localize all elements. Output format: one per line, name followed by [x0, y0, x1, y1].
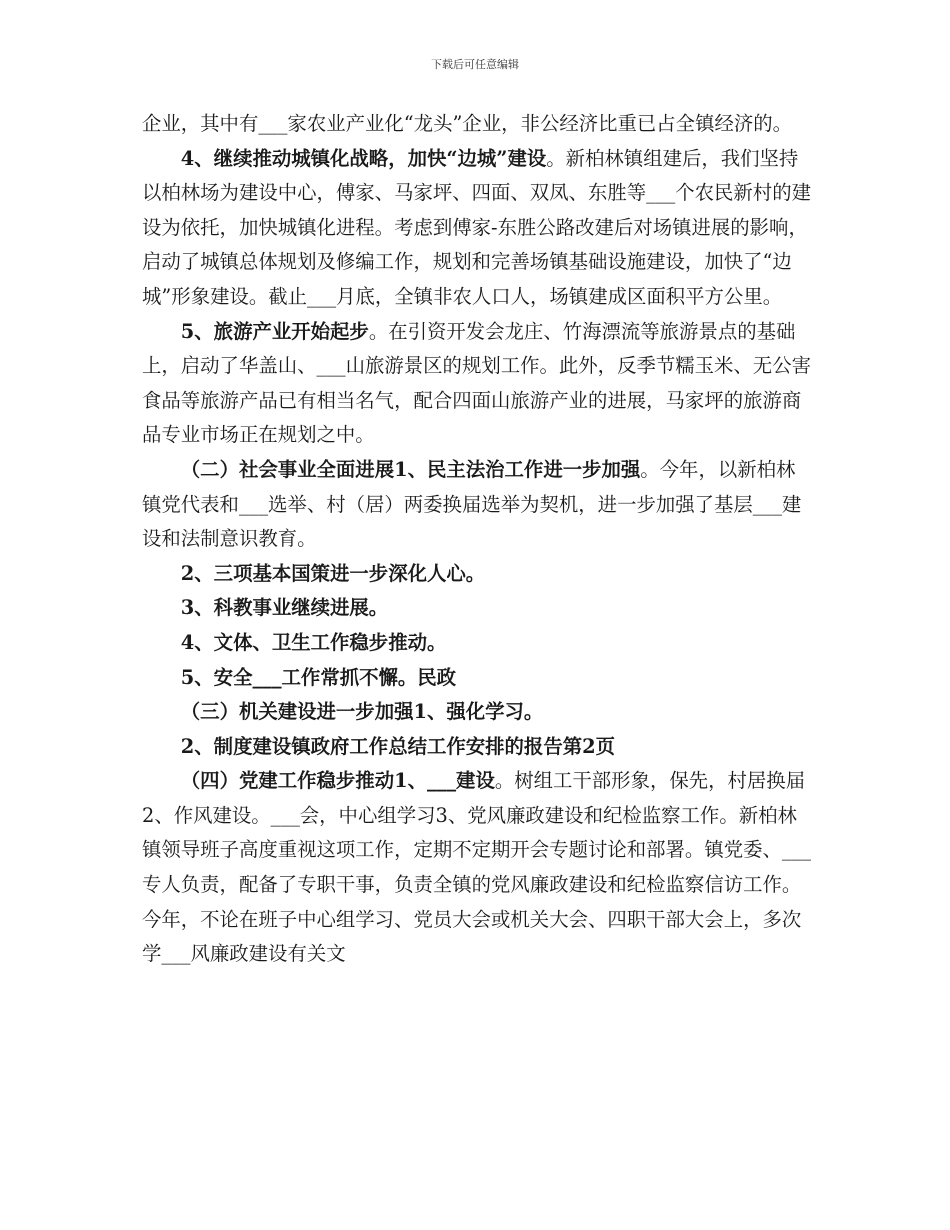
page-header: 下载后可任意编辑 — [431, 58, 519, 71]
paragraph-2 — [142, 142, 812, 315]
paragraph-9-lead: （三）机关建设进一步加强1、强化学习。 — [180, 700, 544, 724]
paragraph-3 — [142, 315, 812, 453]
paragraph-5-lead: 2、三项基本国策进一步深化人心。 — [180, 561, 486, 585]
paragraph-10-lead: 2、制度建设镇政府工作总结工作安排的报告第2页 — [180, 734, 615, 758]
paragraph-7 — [142, 626, 812, 661]
paragraph-7-lead: 4、文体、卫生工作稳步推动。 — [180, 630, 447, 654]
document-body — [142, 107, 812, 972]
paragraph-6 — [142, 591, 812, 626]
paragraph-6-lead: 3、科教事业继续进展。 — [180, 596, 389, 620]
paragraph-11-text: 。树组工干部形象，保先，村居换届2、作风建设。___会，中心组学习3、党风廉政建设和纪检监察工作。新柏林镇领导班子高度重视这项工作，定期不定期开会专题讨论和部署。镇党委、___专人负责，配备了专职干事，负责全镇的党风廉政建设和纪检监察信访工作。今年，不论在班子中心组学习、党员大会或机关大会、四职干部大会上，多次学___风廉政建设有关文 — [142, 769, 811, 966]
paragraph-8-lead: 5、安全___工作常抓不懈。民政 — [180, 665, 457, 689]
paragraph-1 — [142, 107, 812, 142]
paragraph-9 — [142, 695, 812, 730]
paragraph-5 — [142, 557, 812, 592]
paragraph-10 — [142, 730, 812, 765]
paragraph-4 — [142, 453, 812, 557]
paragraph-11 — [142, 764, 812, 972]
paragraph-3-lead: 5、旅游产业开始起步 — [180, 319, 369, 343]
paragraph-3-text: 。在引资开发会龙庄、竹海漂流等旅游景点的基础上，启动了华盖山、___山旅游景区的规划工作。此外，反季节糯玉米、无公害食品等旅游产品已有相当名气，配合四面山旅游产业的进展，马家坪的旅游商品专业市场正在规划之中。 — [142, 319, 811, 447]
paragraph-8 — [142, 661, 812, 696]
paragraph-4-text: 。今年，以新柏林镇党代表和___选举、村（居）两委换届选举为契机，进一步加强了基层___建设和法制意识教育。 — [142, 457, 802, 551]
paragraph-2-text: 。新柏林镇组建后，我们坚持以柏林场为建设中心，傅家、马家坪、四面、双凤、东胜等___个农民新村的建设为依托，加快城镇化进程。考虑到傅家-东胜公路改建后对场镇进展的影响，启动了城镇总体规划及修编工作，规划和完善场镇基础设施建设，加快了“边城”形象建设。截止___月底，全镇非农人口人，场镇建成区面积平方公里。 — [142, 146, 811, 308]
paragraph-11-lead: （四）党建工作稳步推动1、___建设 — [180, 769, 495, 793]
paragraph-4-lead: （二）社会事业全面进展1、民主法治工作进一步加强 — [180, 457, 641, 481]
paragraph-1-text: 企业，其中有___家农业产业化“龙头”企业，非公经济比重已占全镇经济的。 — [142, 112, 793, 135]
paragraph-2-lead: 4、继续推动城镇化战略，加快“边城”建设 — [180, 146, 547, 170]
